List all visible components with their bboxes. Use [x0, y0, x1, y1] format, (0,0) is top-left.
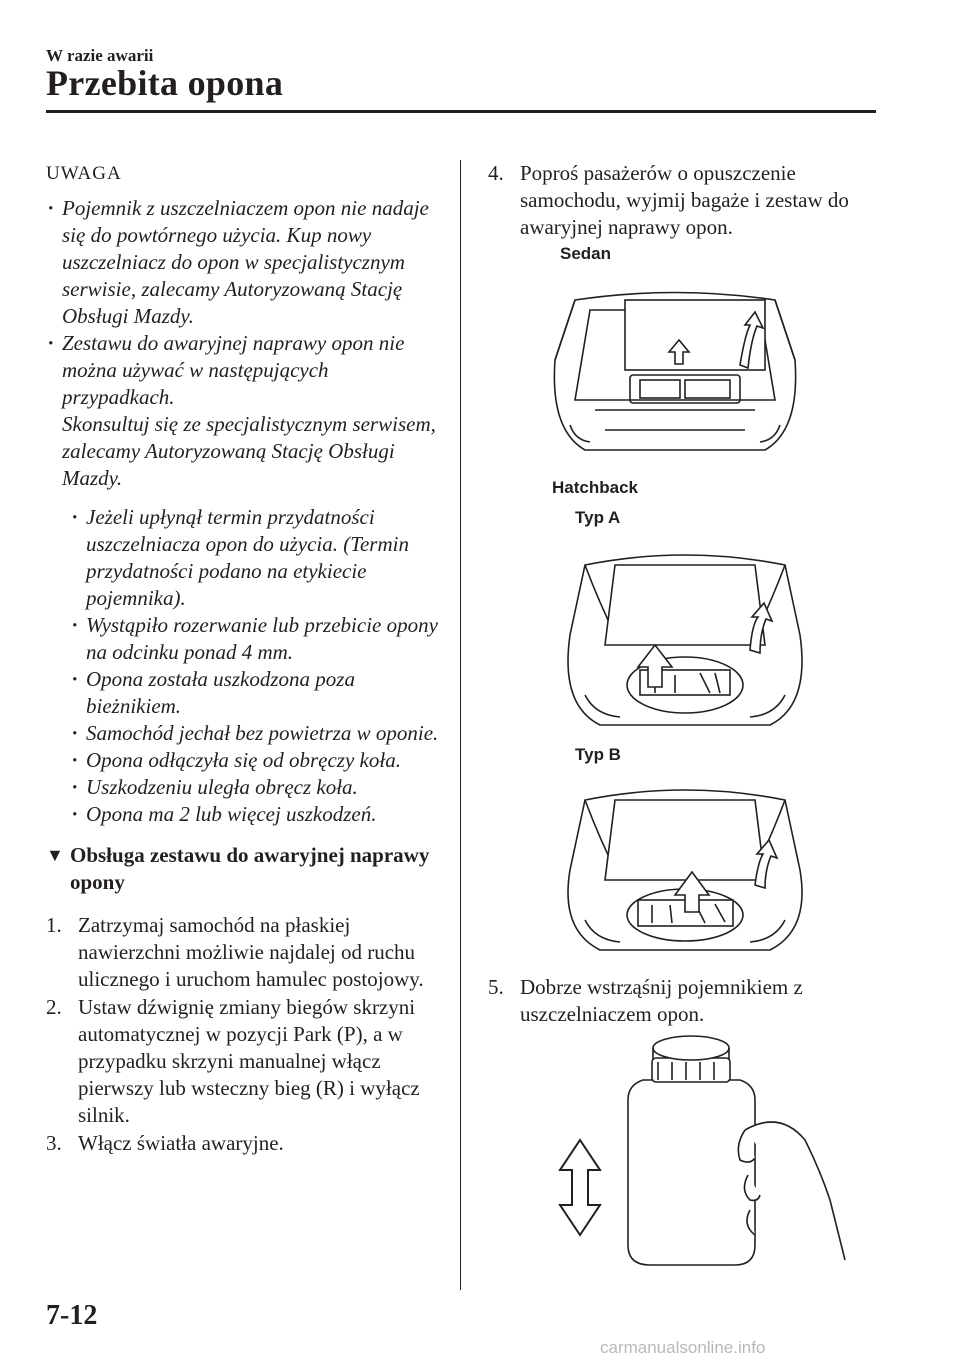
title-rule — [46, 110, 876, 113]
page-number: 7-12 — [46, 1300, 98, 1331]
caution-heading: UWAGA — [46, 163, 122, 184]
right-column — [488, 160, 888, 242]
sedan-trunk-illustration — [545, 280, 805, 470]
caution-case: · Uszkodzeniu uległa obręcz koła. — [70, 774, 441, 801]
step-item — [46, 1130, 441, 1157]
caution-case: · Samochód jechał bez powietrza w oponie. — [70, 720, 441, 747]
caution-case-list — [70, 504, 441, 828]
caution-bullet: · Pojemnik z uszczelniaczem opon nie nadaje się do powtórnego użycia. Kup nowy uszczelniacz do opon w specjalistycznym serwisie, zalecamy Autoryzowaną Stację Obsługi Mazdy. — [46, 195, 441, 330]
step-text: Ustaw dźwignię zmiany biegów skrzyni automatycznej w pozycji Park (P), a w przypadku skrzyni manualnej włącz pierwszy lub wsteczny bieg (R) i wyłącz silnik. — [78, 995, 420, 1127]
left-column — [46, 160, 441, 1158]
step-text: Poproś pasażerów o opuszczenie samochodu, wyjmij bagaże i zestaw do awaryjnej naprawy opon. — [520, 161, 849, 239]
step-item — [46, 994, 441, 1129]
caution-case: · Wystąpiło rozerwanie lub przebicie opony na odcinku ponad 4 mm. — [70, 612, 441, 666]
right-column-step5 — [488, 974, 888, 1029]
figure-label-type-a: Typ A — [575, 508, 621, 527]
step-text: Włącz światła awaryjne. — [78, 1131, 284, 1155]
caution-block — [46, 195, 441, 828]
steps-list-left — [46, 912, 441, 1157]
caution-case: · Jeżeli upłynął termin przydatności uszczelniacza opon do użycia. (Termin przydatności podano na etykiecie pojemnika). — [70, 504, 441, 612]
shake-bottle-illustration — [550, 1030, 860, 1280]
step-item — [488, 974, 888, 1028]
figure-label-hatchback: Hatchback — [552, 478, 638, 497]
column-divider — [460, 160, 461, 1290]
step-number: 3. — [46, 1131, 62, 1155]
step-item — [46, 912, 441, 993]
step-item — [488, 160, 888, 241]
step-number: 4. — [488, 161, 504, 185]
page-title: Przebita opona — [46, 63, 284, 103]
step-number: 2. — [46, 995, 62, 1019]
hatchback-type-a-illustration — [560, 545, 810, 735]
subsection-heading — [46, 842, 441, 896]
step-number: 5. — [488, 975, 504, 999]
step-text: Zatrzymaj samochód na płaskiej nawierzchni możliwie najdalej od ruchu ulicznego i uruchom hamulec postojowy. — [78, 913, 424, 991]
step-text: Dobrze wstrząśnij pojemnikiem z uszczelniaczem opon. — [520, 975, 803, 1026]
watermark: carmanualsonline.info — [600, 1338, 766, 1357]
subsection-title: Obsługa zestawu do awaryjnej naprawy opony — [70, 843, 430, 894]
figure-label-sedan: Sedan — [560, 244, 612, 263]
caution-case: · Opona ma 2 lub więcej uszkodzeń. — [70, 801, 441, 828]
caution-case: · Opona odłączyła się od obręczy koła. — [70, 747, 441, 774]
caution-case: · Opona została uszkodzona poza bieżnikiem. — [70, 666, 441, 720]
triangle-down-icon: ▼ — [46, 845, 64, 865]
caution-bullet: · Zestawu do awaryjnej naprawy opon nie można używać w następujących przypadkach. — [46, 330, 441, 411]
section-label: W razie awarii — [46, 46, 154, 65]
step-number: 1. — [46, 913, 62, 937]
figure-label-type-b: Typ B — [575, 745, 621, 764]
caution-consult: Skonsultuj się ze specjalistycznym serwisem, zalecamy Autoryzowaną Stację Obsługi Mazdy. — [62, 412, 436, 490]
hatchback-type-b-illustration — [560, 780, 810, 960]
